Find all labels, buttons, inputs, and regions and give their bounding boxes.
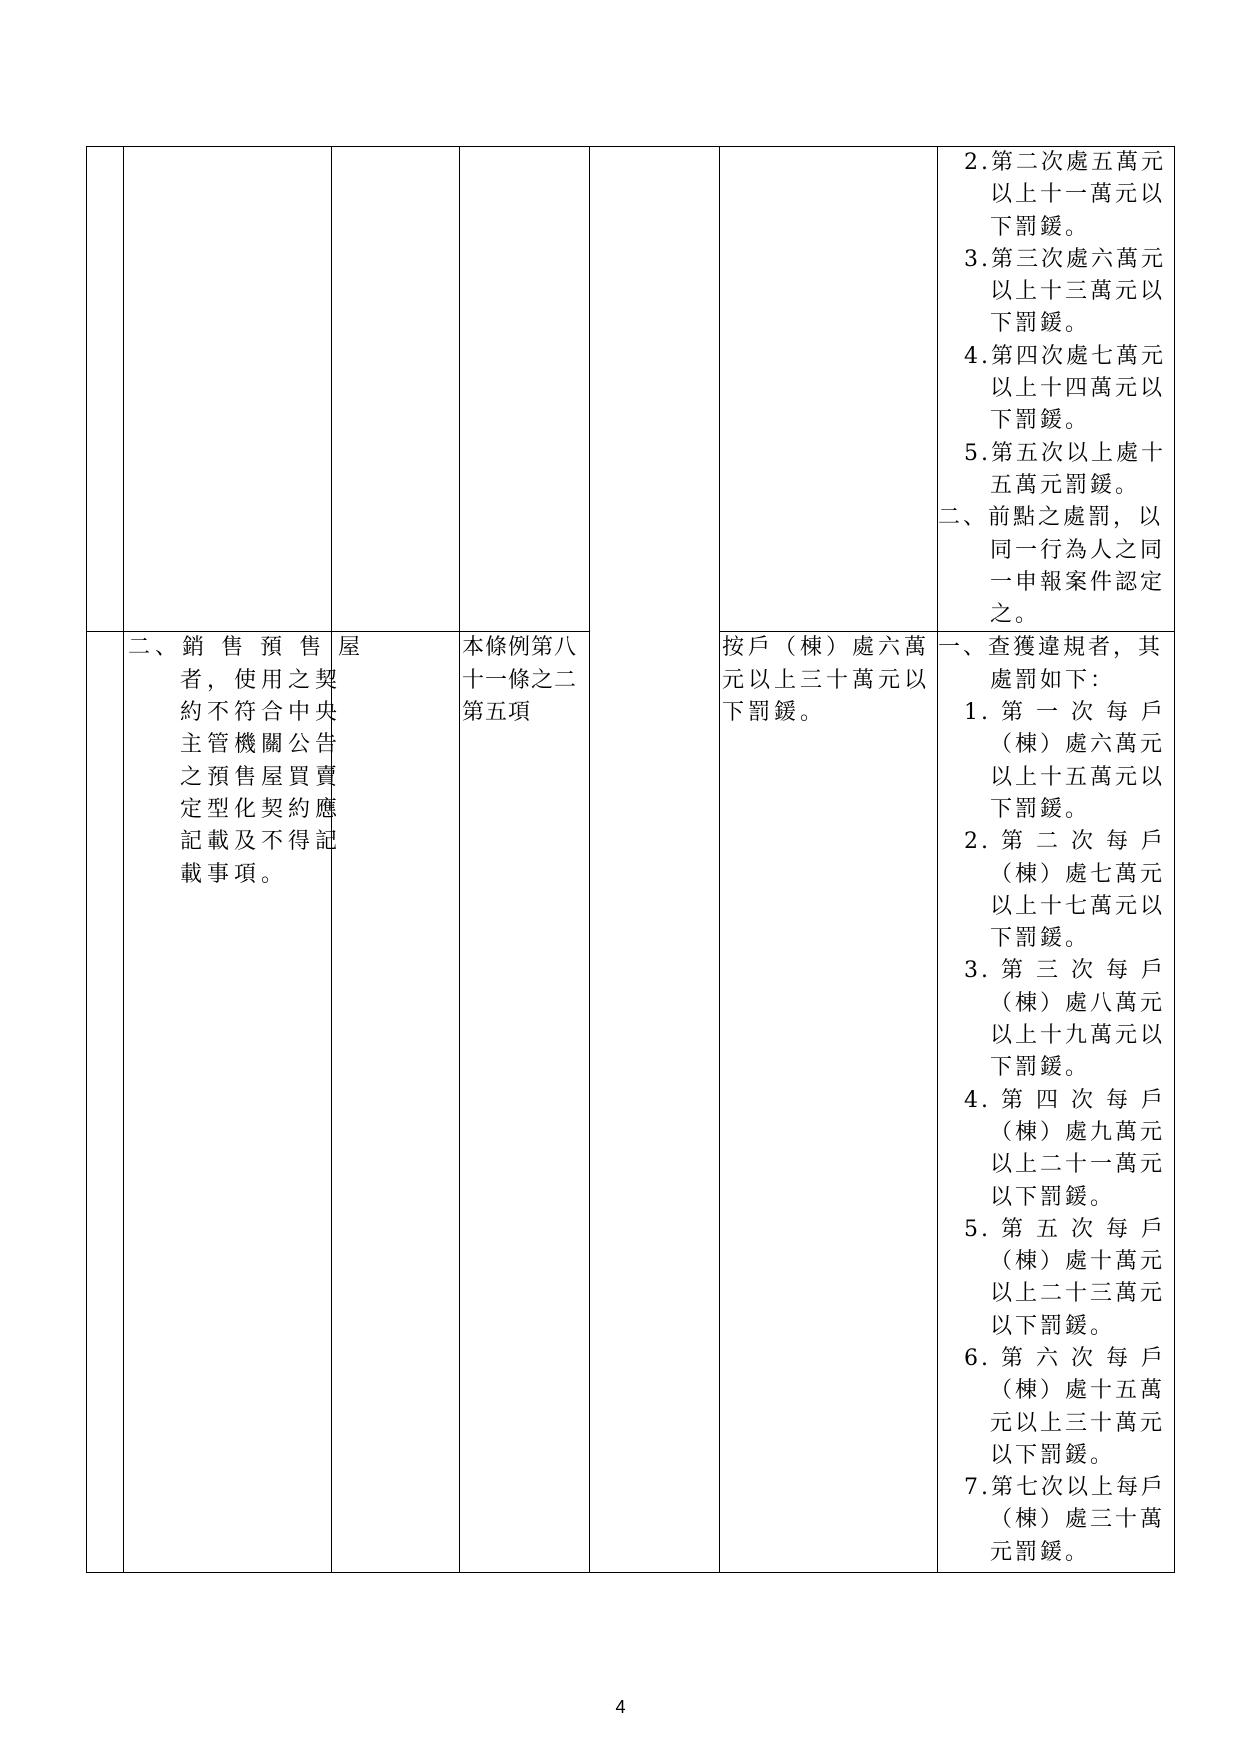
text-line: 以上十一萬元以	[990, 182, 1166, 208]
text-line: （棟）處八萬元	[990, 990, 1166, 1016]
page-number: 4	[615, 1697, 626, 1717]
text-line: 以下罰鍰。	[990, 1442, 1116, 1468]
text-line: 以上十四萬元以	[990, 376, 1166, 402]
text-line: 以下罰鍰。	[990, 1184, 1116, 1210]
penalty-standard-cell	[938, 632, 1175, 1573]
text-line: 3.第三次處六萬元	[964, 246, 1166, 272]
table-cell	[124, 147, 332, 632]
text-line: 定型化契約應	[180, 796, 343, 822]
text-line: 下罰鍰。	[990, 796, 1091, 822]
violation-description-cell	[124, 632, 365, 1573]
text-line: （棟）處九萬元	[990, 1119, 1166, 1145]
text-line: 者，使用之契	[180, 667, 343, 693]
table-cell	[590, 147, 720, 1573]
text-line: 下罰鍰。	[990, 311, 1091, 337]
text-line: 7.第七次以上每戶	[964, 1475, 1166, 1501]
table-cell	[720, 147, 938, 632]
text-line: 以上十五萬元以	[990, 764, 1166, 790]
text-line: 二、前點之處罰，以	[938, 505, 1164, 531]
text-line: 約不符合中央	[180, 700, 343, 726]
text-line: 主管機關公告	[180, 732, 343, 758]
text-line: 一、查獲違規者，其	[938, 635, 1164, 661]
text-line: 元以上三十萬元	[990, 1410, 1166, 1436]
text-line: 以下罰鍰。	[990, 1313, 1116, 1339]
text-line: （棟）處三十萬	[990, 1507, 1166, 1533]
text-line: （棟）處十五萬	[990, 1378, 1166, 1404]
text-line: 2.第二次處五萬元	[964, 150, 1166, 175]
text-line: 本條例第八	[462, 635, 578, 661]
text-line: （棟）處七萬元	[990, 861, 1166, 887]
table-cell	[332, 632, 460, 1573]
text-line: 下罰鍰。	[990, 926, 1091, 952]
text-line: 5. 第 五 次 每 戶	[964, 1216, 1166, 1242]
text-line: 1. 第 一 次 每 戶	[964, 700, 1166, 726]
text-line: 五萬元罰鍰。	[990, 472, 1141, 498]
text-line: 下罰鍰。	[990, 214, 1091, 240]
text-line: 以上十七萬元以	[990, 893, 1166, 919]
text-line: 4. 第 四 次 每 戶	[964, 1087, 1166, 1113]
text-line: 以上二十一萬元	[990, 1152, 1166, 1178]
table-cell	[87, 147, 124, 632]
text-line: 以上十九萬元以	[990, 1023, 1166, 1049]
text-line: 同一行為人之同	[990, 537, 1166, 563]
text-line: 元以上三十萬元以	[722, 667, 931, 693]
statutory-penalty-cell	[720, 632, 938, 1573]
table-row	[87, 147, 1175, 632]
text-line: 二、銷 售 預 售 屋	[128, 635, 365, 661]
text-line: 元罰鍰。	[990, 1539, 1091, 1565]
table-cell	[87, 632, 124, 1573]
table-cell	[460, 147, 590, 632]
text-line: （棟）處十萬元	[990, 1249, 1166, 1275]
text-line: 一申報案件認定	[990, 569, 1166, 595]
text-line: 載事項。	[180, 861, 289, 887]
text-line: 2. 第 二 次 每 戶	[964, 829, 1166, 855]
text-line: 4.第四次處七萬元	[964, 343, 1166, 369]
text-line: 處罰如下：	[990, 667, 1116, 693]
text-line: 之。	[990, 602, 1041, 628]
text-line: 下罰鍰。	[990, 408, 1091, 434]
text-line: 以上二十三萬元	[990, 1281, 1166, 1307]
text-line: 按戶（棟）處六萬	[722, 635, 931, 661]
text-line: 第五項	[462, 700, 532, 726]
penalty-table	[86, 146, 1175, 1573]
text-line: 記載及不得記	[180, 829, 343, 855]
text-line: 之預售屋買賣	[180, 764, 343, 790]
table-cell	[332, 147, 460, 632]
text-line: 6. 第 六 次 每 戶	[964, 1345, 1166, 1371]
text-line: 下罰鍰。	[990, 1055, 1091, 1081]
text-line: 以上十三萬元以	[990, 279, 1166, 305]
text-line: 下罰鍰。	[722, 700, 827, 726]
legal-basis-cell	[460, 632, 590, 1573]
text-line: 5.第五次以上處十	[964, 440, 1166, 466]
text-line: 十一條之二	[462, 667, 578, 693]
penalty-standard-cell	[938, 147, 1175, 632]
text-line: 3. 第 三 次 每 戶	[964, 958, 1166, 984]
text-line: （棟）處六萬元	[990, 732, 1166, 758]
